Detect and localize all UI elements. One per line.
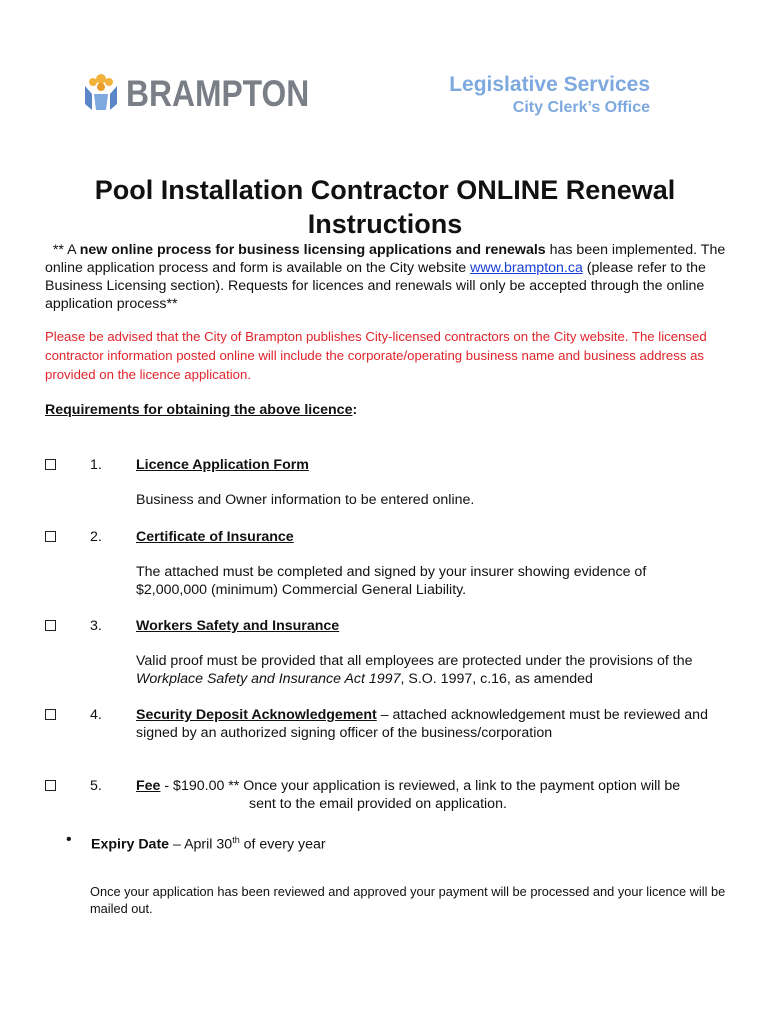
expiry-dash: – April 30 bbox=[169, 836, 233, 853]
intro-paragraph bbox=[45, 241, 735, 313]
intro-prefix: ** A bbox=[52, 242, 80, 258]
checkbox-item-4[interactable] bbox=[45, 709, 56, 720]
act-name: Workplace Safety and Insurance Act 1997 bbox=[136, 671, 401, 687]
item-5-detail-line2: sent to the email provided on application. bbox=[249, 796, 507, 812]
item-heading-text: Licence Application Form bbox=[136, 457, 309, 473]
expiry-label: Expiry Date bbox=[91, 836, 170, 853]
expiry-date bbox=[91, 831, 691, 854]
item-3-detail-post: , S.O. 1997, c.16, as amended bbox=[400, 671, 593, 687]
checkbox-item-2[interactable] bbox=[45, 531, 56, 542]
item-2-heading bbox=[136, 528, 736, 546]
item-5-detail: - $190.00 ** Once your application is reviewed, a link to the payment option will be bbox=[160, 778, 681, 794]
item-number: 1. bbox=[90, 457, 102, 473]
brampton-logo-icon bbox=[82, 70, 120, 112]
item-1-heading bbox=[136, 456, 736, 474]
item-heading-text: Workers Safety and Insurance bbox=[136, 618, 340, 634]
checkbox-item-1[interactable] bbox=[45, 459, 56, 470]
dept-subtitle: City Clerk’s Office bbox=[512, 99, 650, 116]
page-title bbox=[40, 173, 730, 241]
item-number: 2. bbox=[90, 529, 102, 545]
item-number: 3. bbox=[90, 618, 102, 634]
item-heading-text: Certificate of Insurance bbox=[136, 529, 294, 545]
item-heading-text: Security Deposit Acknowledgement bbox=[136, 707, 377, 723]
item-number: 4. bbox=[90, 707, 102, 723]
final-note: Once your application has been reviewed and approved your payment will be processed and your licence will be mailed out. bbox=[90, 884, 726, 916]
intro-after-link: (please refer to the Business Licensing section). Requests for licences and renewals will only be accepted through the online application process** bbox=[45, 260, 706, 312]
item-number: 5. bbox=[90, 778, 102, 794]
item-1-detail: Business and Owner information to be entered online. bbox=[136, 492, 475, 508]
dept-title: Legislative Services bbox=[449, 73, 650, 96]
item-3-detail bbox=[136, 652, 706, 688]
publication-notice: Please be advised that the City of Brampton publishes City-licensed contractors on the City website. The licensed contractor information posted online will include the corporate/operating business name and business address as provided on the licence application. bbox=[45, 329, 707, 382]
item-5-text bbox=[136, 777, 746, 795]
website-link[interactable]: www.brampton.ca bbox=[470, 260, 583, 276]
item-4-detail: – attached acknowledgement must be reviewed and signed by an authorized signing officer of the business/corporation bbox=[136, 707, 708, 741]
requirements-heading bbox=[45, 401, 735, 419]
title-line-1: Pool Installation Contractor ONLINE Renewal bbox=[94, 175, 676, 205]
requirements-heading-text: Requirements for obtaining the above licence bbox=[45, 402, 353, 418]
requirements-colon: : bbox=[352, 402, 358, 418]
item-3-detail-pre: Valid proof must be provided that all employees are protected under the provisions of the bbox=[136, 653, 693, 669]
intro-bold: new online process for business licensing applications and renewals bbox=[79, 242, 546, 258]
item-3-heading bbox=[136, 617, 736, 635]
title-line-2: Instructions bbox=[307, 209, 463, 239]
checkbox-item-3[interactable] bbox=[45, 620, 56, 631]
expiry-rest: of every year bbox=[239, 836, 326, 853]
department-heading bbox=[449, 73, 650, 118]
expiry-sup: th bbox=[232, 835, 240, 845]
item-heading-text: Fee bbox=[136, 778, 161, 794]
item-4-text bbox=[136, 706, 726, 742]
checkbox-item-5[interactable] bbox=[45, 780, 56, 791]
intro-after-bold: has been implemented. The online application process and form is available on the City website bbox=[45, 242, 726, 276]
brampton-logo-text: BRAMPTON bbox=[126, 73, 310, 114]
expiry-bullet: • bbox=[66, 831, 72, 848]
item-2-detail: The attached must be completed and signed by your insurer showing evidence of $2,000,000 (minimum) Commercial General Liability. bbox=[136, 564, 647, 598]
